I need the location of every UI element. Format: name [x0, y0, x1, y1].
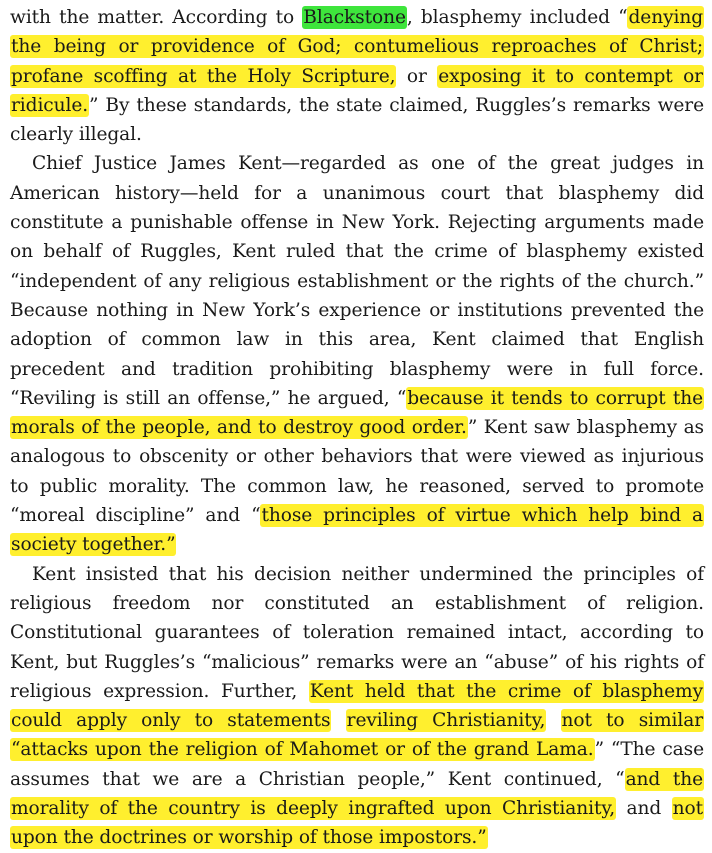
paragraph-3	[10, 560, 704, 853]
text-run: Kent insisted that his decision neither undermined the principles of religious freedom nor constituted an establishment of religion. Constitutional guarantees of toleration remained intact, according to Kent, but Ruggles’s “malicious” remarks were an “abuse” of his rights of religious expression. Further,	[10, 563, 704, 702]
highlight-yellow[interactable]: denying the being or providence of God; contumelious reproaches of Christ; profane scoffing at the Holy Scripture,	[11, 7, 703, 87]
highlight-yellow[interactable]: not upon the doctrines or worship of those impostors.”	[11, 798, 703, 849]
highlight-yellow[interactable]: exposing it to contempt or ridicule.	[11, 65, 703, 116]
text-run: or	[396, 65, 438, 87]
highlight-yellow[interactable]: Kent held that the crime of blasphemy could apply only to statements	[11, 680, 703, 732]
highlight-yellow[interactable]: not to similar “attacks upon the religion of Mahomet or of the grand Lama.	[11, 710, 704, 761]
highlight-yellow[interactable]: because it tends to corrupt the morals of the people, and to destroy good order.	[11, 387, 703, 439]
text-run: and	[616, 798, 672, 820]
highlight-green-blackstone[interactable]: Blackstone	[303, 7, 406, 28]
text-run: ” “The case assumes that we are a Christian people,” Kent continued, “	[10, 739, 704, 790]
text-run	[546, 710, 560, 731]
text-run	[331, 710, 345, 731]
text-run: ” Kent saw blasphemy as analogous to obscenity or other behaviors that were viewed as injurious to public morality. The common law, he reasoned, served to promote “moreal discipline” and “	[10, 417, 704, 527]
highlight-yellow[interactable]: and the	[625, 768, 703, 790]
highlight-yellow[interactable]: those principles of virtue which help bind a society together.”	[11, 505, 703, 556]
paragraph-1	[10, 3, 704, 149]
text-run: ” By these standards, the state claimed, Ruggles’s remarks were clearly illegal.	[10, 94, 704, 146]
paragraph-2	[10, 149, 704, 559]
text-run: Chief Justice James Kent—regarded as one of the great judges in American history—held for a unanimous court that blasphemy did constitute a punishable offense in New York. Rejecting arguments made on behalf of Ruggles, Kent ruled that the crime of blasphemy existed “independent of any religious establishment or the rights of the church.” Because nothing in New York’s experience or institutions prevented the adoption of common law in this area, Kent claimed that English precedent and tradition prohibiting blasphemy were in full force. “Reviling is still an offense,” he argued, “	[10, 153, 704, 409]
text-run: with the matter. According to	[10, 7, 303, 28]
highlight-yellow[interactable]: reviling Christianity,	[346, 710, 546, 732]
text-run: , blasphemy included “	[406, 7, 628, 28]
highlight-yellow[interactable]: morality of the country is deeply ingrafted upon Christianity,	[11, 798, 616, 820]
